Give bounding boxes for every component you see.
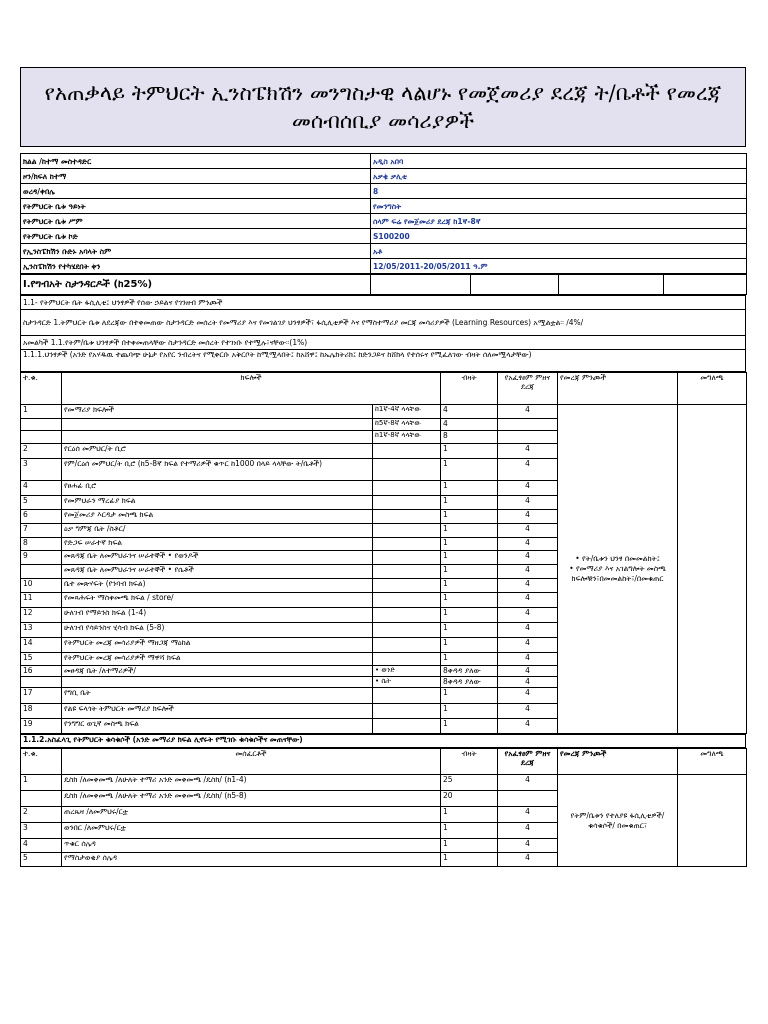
row-name: የድጋፍ ሠራተኛ ክፍል <box>62 538 373 551</box>
row-sub: • ሴት <box>373 677 441 688</box>
row-sub <box>373 538 441 551</box>
row-score: 4 <box>498 608 558 623</box>
info-label: የትምህርት ቤቱ ዓይነት <box>21 199 371 214</box>
row-name: መጸዳጃ ቤት ለመምህራንና ሠራተኞች • የወንዶች <box>62 551 373 565</box>
row-qty: 1 <box>441 496 498 510</box>
info-row <box>21 199 747 214</box>
row-sub: • ወንድ <box>373 666 441 677</box>
row-sub <box>373 496 441 510</box>
header-rooms: ክፍሎች <box>62 373 441 405</box>
row-score: 4 <box>498 579 558 593</box>
info-value: S100200 <box>371 229 747 244</box>
row-qty: 8 <box>441 431 498 444</box>
row-score: 4 <box>498 459 558 481</box>
row-sub <box>373 444 441 459</box>
row-name: ጠረጴዛ /ለመምህሩ/ርቷ <box>62 807 441 823</box>
source-note: የትም/ቤቱን የተለያዩ ፋሲሊቲዎች/ ቁሳቁሶች/ በመቁጠር፣ <box>558 775 678 867</box>
row-name: ሁለገብ የማይንስ ክፍል (1-4) <box>62 608 373 623</box>
row-no: 12 <box>21 608 62 623</box>
row-qty: 4 <box>441 405 498 419</box>
row-no: 19 <box>21 719 62 734</box>
row-name <box>62 419 373 431</box>
row-score: 4 <box>498 510 558 524</box>
row-qty: 1 <box>441 538 498 551</box>
header-remark: መግለጫ <box>678 749 747 775</box>
row-no: 15 <box>21 653 62 666</box>
row-qty: 1 <box>441 823 498 839</box>
row-no: 2 <box>21 444 62 459</box>
row-name: ዕቃ ግምጃ ቤት /ስቶር/ <box>62 524 373 538</box>
row-sub: ከ5ኛ-8ኛ ላላቸው <box>373 419 441 431</box>
header-qty: ብዛት <box>441 749 498 775</box>
info-row <box>21 184 747 199</box>
indicator-text: አመልካች 1.1.የትም/ቤቱ ህንፃዎች በተቀመጠላቸው ስታንዳርድ መሰረት የተገነቡ የተሟሉ፣ናቸው።(1%) <box>21 336 746 350</box>
row-no: 3 <box>21 823 62 839</box>
row-sub <box>373 653 441 666</box>
table-header <box>21 373 747 405</box>
row-name: የትምህርት መረጃ መሳሪያዎች ማዋሻ ክፍል <box>62 653 373 666</box>
source-note: • የት/ቤቱን ህንፃ በመመልከት፤ • የመማሪያ እና አገልግሎት መስጫ ክፍሎቹን፣በመመልከት፣/በመቁጠር <box>558 405 678 734</box>
row-name: የርዕሰ መምህር/ት ቢሮ <box>62 444 373 459</box>
row-name: ዴስክ /ለመቀመጫ /ለሁለት ተማሪ አንድ መቀመጫ /ዴስክ/ (ከ5-8) <box>62 791 441 807</box>
header-remark: መግለጫ <box>678 373 747 405</box>
info-row <box>21 214 747 229</box>
row-score: 4 <box>498 565 558 579</box>
buildings-table <box>20 372 747 734</box>
row-sub <box>373 688 441 704</box>
row-qty: 1 <box>441 853 498 867</box>
info-label: የኢንስፔክሽን ቡድኑ አባላት ስም <box>21 244 371 259</box>
inspection-form <box>20 67 746 867</box>
sub-heading-1-1: 1.1- የትምህርት ቤት ፋሲሊቲ፤ ህንፃዎች የሰው ኃይልና የገንዘብ ምንጮች <box>21 296 746 310</box>
form-title: የአጠቃላይ ትምህርት ኢንስፔክሽን መንግስታዊ ላልሆኑ የመጀመሪያ ደረጃ ት/ቤቶች የመረጃ መሰብሰቢያ መሳሪያዎች <box>21 68 746 147</box>
row-name: የም/ርዕሰ መምህር/ት ቢሮ (ከ5-8ኛ ክፍል የተማሪዎች ቁጥር ከ1000 በላይ ላላቸው ት/ቤቶች) <box>62 459 373 481</box>
row-name: የንግግር ወጊኛ መስጫ ክፍል <box>62 719 373 734</box>
row-score: 4 <box>498 653 558 666</box>
section1-table <box>20 274 747 295</box>
row-sub <box>373 593 441 608</box>
row-no: 9 <box>21 551 62 565</box>
row-name: መጸዳጃ ቤት ለመምህራንና ሠራተኞች • የሴቶች <box>62 565 373 579</box>
row-name: ቤተ መጽሃፍት (የንባብ ክፍል) <box>62 579 373 593</box>
row-score: 4 <box>498 481 558 496</box>
info-value: አቃቂ ቃሊቲ <box>371 169 747 184</box>
info-table <box>20 153 747 274</box>
row-qty: 1 <box>441 524 498 538</box>
header-source: የመረጃ ምንጮች <box>558 373 678 405</box>
row-name: የፀሐፊ ቢሮ <box>62 481 373 496</box>
row-name <box>62 431 373 444</box>
row-sub: ከ1ኛ-8ኛ ላላቸው <box>373 431 441 444</box>
row-no: 8 <box>21 538 62 551</box>
header-qty: ብዛት <box>441 373 498 405</box>
row-sub <box>373 565 441 579</box>
row-name: ሁለገብ የሳይንስና ሂሳብ ክፍል (5-8) <box>62 623 373 638</box>
row-no <box>21 419 62 431</box>
row-sub <box>373 510 441 524</box>
row-no: 3 <box>21 459 62 481</box>
header-score: የአፈፃፀም ምዘና ደረጃ <box>498 373 558 405</box>
row-score: 4 <box>498 823 558 839</box>
info-value: የመንግስት <box>371 199 747 214</box>
row-qty: 25 <box>441 775 498 791</box>
header-score: የአፈፃፀም ምዘና ደረጃ <box>498 749 558 775</box>
standard-text: ስታንዳርድ 1.ትምህርት ቤቱ ለደረጃው በተቀመጠው ስታንዳርድ መሰረት የመማሪያ እና የመገልገያ ህንፃዎች፣ ፋሲሊቲዎች እና የማስተማሪያ መርጃ መሳሪያዎች (Learning Resources) አሟልቷል። /4%/ <box>21 310 746 336</box>
row-qty: 8ቀዳዳ ያለው <box>441 666 498 677</box>
row-score: 4 <box>498 496 558 510</box>
row-name: የመጀመሪያ እርዳታ መስጫ ክፍል <box>62 510 373 524</box>
header-no: ተ.ቁ. <box>21 373 62 405</box>
row-no <box>21 431 62 444</box>
header-no: ተ.ቁ. <box>21 749 62 775</box>
row-qty: 1 <box>441 688 498 704</box>
row-no: 4 <box>21 481 62 496</box>
row-no: 11 <box>21 593 62 608</box>
row-score: 4 <box>498 538 558 551</box>
row-score <box>498 791 558 807</box>
row-score: 4 <box>498 638 558 653</box>
row-no: 2 <box>21 807 62 823</box>
row-sub <box>373 524 441 538</box>
row-qty: 1 <box>441 579 498 593</box>
row-no: 7 <box>21 524 62 538</box>
sub112-table <box>20 734 746 748</box>
section1-heading: I.የግብአት ስታንዳርዶች (ከ25%) <box>21 275 371 295</box>
row-name: የመምህራን ማረፊያ ክፍል <box>62 496 373 510</box>
row-sub <box>373 481 441 496</box>
row-score: 4 <box>498 551 558 565</box>
row-qty: 1 <box>441 719 498 734</box>
row-sub <box>373 459 441 481</box>
row-score: 4 <box>498 807 558 823</box>
row-score: 4 <box>498 853 558 867</box>
row-score: 4 <box>498 839 558 853</box>
row-qty: 1 <box>441 623 498 638</box>
info-label: የትምህርት ቤቱ ሥም <box>21 214 371 229</box>
info-label: ክልል /ከተማ መስተዳድር <box>21 154 371 169</box>
row-name: ወንበር /ለመምህሩ/ርቷ <box>62 823 441 839</box>
sub-heading-1-1-1: 1.1.1.ህንፃዎች (አንድ የአሃዱዉ ተጨባጭ ሁኔታ የአየር ንብረትና የሚቀርቡ አቅርቦት ከሚሟላበት፤ ከአሸዋ፤ ከኤሌክትሪክ፤ ከድንጋይና ከሸክላ የተሰሩና የሚፈለገው ብዛት ሰለመሟላታቸው) <box>21 350 746 372</box>
row-no <box>21 565 62 579</box>
row-qty: 1 <box>441 807 498 823</box>
info-label: የትምህርት ቤቱ ኮድ <box>21 229 371 244</box>
info-label: ወረዳ/ቀበሌ <box>21 184 371 199</box>
info-value: አዲስ አበባ <box>371 154 747 169</box>
info-row <box>21 259 747 274</box>
row-score: 4 <box>498 593 558 608</box>
row-score <box>498 419 558 431</box>
row-qty: 1 <box>441 839 498 853</box>
row-score: 4 <box>498 666 558 677</box>
row-qty: 1 <box>441 704 498 719</box>
row-name: የማስታወቂያ ሰሌዳ <box>62 853 441 867</box>
standard-table <box>20 295 746 372</box>
row-qty: 1 <box>441 459 498 481</box>
row-no: 5 <box>21 853 62 867</box>
row-score: 4 <box>498 444 558 459</box>
row-qty: 1 <box>441 593 498 608</box>
row-score: 4 <box>498 677 558 688</box>
row-sub <box>373 551 441 565</box>
row-qty: 1 <box>441 638 498 653</box>
row-name <box>62 677 373 688</box>
sub-heading-1-1-2: 1.1.2.አስፈላጊ የትምህርት ቁሳቁሶች (አንድ መማሪያ ክፍል ሊኖሩት የሚገቡ ቁሳቁሶችና መጠናቸው) <box>21 735 746 748</box>
row-no: 10 <box>21 579 62 593</box>
row-score: 4 <box>498 704 558 719</box>
info-row <box>21 244 747 259</box>
row-qty: 1 <box>441 551 498 565</box>
row-no: 4 <box>21 839 62 853</box>
info-label: ዞን/ክፍለ ከተማ <box>21 169 371 184</box>
row-sub <box>373 623 441 638</box>
info-value: 12/05/2011-20/05/2011 ዓ.ም <box>371 259 747 274</box>
row-name: ዴስክ /ለመቀመጫ /ለሁለት ተማሪ አንድ መቀመጫ /ዴስክ/ (ከ1-4) <box>62 775 441 791</box>
row-score: 4 <box>498 719 558 734</box>
row-no: 13 <box>21 623 62 638</box>
title-table <box>20 67 746 147</box>
row-no <box>21 677 62 688</box>
row-qty: 1 <box>441 481 498 496</box>
row-sub: ከ1ኛ-4ኛ ላላቸው <box>373 405 441 419</box>
row-sub <box>373 704 441 719</box>
row-no: 1 <box>21 775 62 791</box>
materials-table <box>20 748 747 867</box>
info-row <box>21 169 747 184</box>
row-score: 4 <box>498 688 558 704</box>
info-row <box>21 154 747 169</box>
row-name: የመጻሕፍት ማስቀመጫ ክፍል / store/ <box>62 593 373 608</box>
row-no: 18 <box>21 704 62 719</box>
header-criteria: መሰፈርቶች <box>62 749 441 775</box>
row-sub <box>373 638 441 653</box>
row-no: 1 <box>21 405 62 419</box>
row-name: የትምህርት መረጃ መሳሪያዎች ማዘጋጃ ማዕከል <box>62 638 373 653</box>
row-qty: 4 <box>441 419 498 431</box>
info-label: ኢንስፔክሽን የተካሄደበት ቀን <box>21 259 371 274</box>
row-no: 6 <box>21 510 62 524</box>
row-qty: 1 <box>441 608 498 623</box>
info-row <box>21 229 747 244</box>
row-qty: 20 <box>441 791 498 807</box>
row-name: የልዩ ፍላጎት ትምህርት መማሪያ ክፍሎች <box>62 704 373 719</box>
row-name: የግቢ ቤት <box>62 688 373 704</box>
row-qty: 1 <box>441 653 498 666</box>
remark-cell <box>678 405 747 734</box>
row-qty: 1 <box>441 444 498 459</box>
header-source: የመረጃ ምንጮች <box>558 749 678 775</box>
info-value: አቶ <box>371 244 747 259</box>
row-qty: 8ቀዳዳ ያለው <box>441 677 498 688</box>
row-sub <box>373 608 441 623</box>
row-no <box>21 791 62 807</box>
table-row <box>21 405 747 419</box>
remark-cell <box>678 775 747 867</box>
table-header <box>21 749 747 775</box>
row-score: 4 <box>498 524 558 538</box>
info-value: 8 <box>371 184 747 199</box>
info-value: ሰላም ፍሬ የመጀመሪያ ደረጃ ከ1ኛ-8ኛ <box>371 214 747 229</box>
row-score: 4 <box>498 775 558 791</box>
row-sub <box>373 719 441 734</box>
row-name: ጥቁር ሰሌዳ <box>62 839 441 853</box>
row-score <box>498 431 558 444</box>
row-qty: 1 <box>441 510 498 524</box>
row-no: 17 <box>21 688 62 704</box>
row-no: 5 <box>21 496 62 510</box>
row-no: 16 <box>21 666 62 677</box>
row-score: 4 <box>498 623 558 638</box>
row-name: መፀዳጃ ቤት /ለተማሪዎች/ <box>62 666 373 677</box>
row-name: የመማሪያ ክፍሎች <box>62 405 373 419</box>
row-no: 14 <box>21 638 62 653</box>
row-qty: 1 <box>441 565 498 579</box>
table-row <box>21 775 747 791</box>
row-sub <box>373 579 441 593</box>
row-score: 4 <box>498 405 558 419</box>
